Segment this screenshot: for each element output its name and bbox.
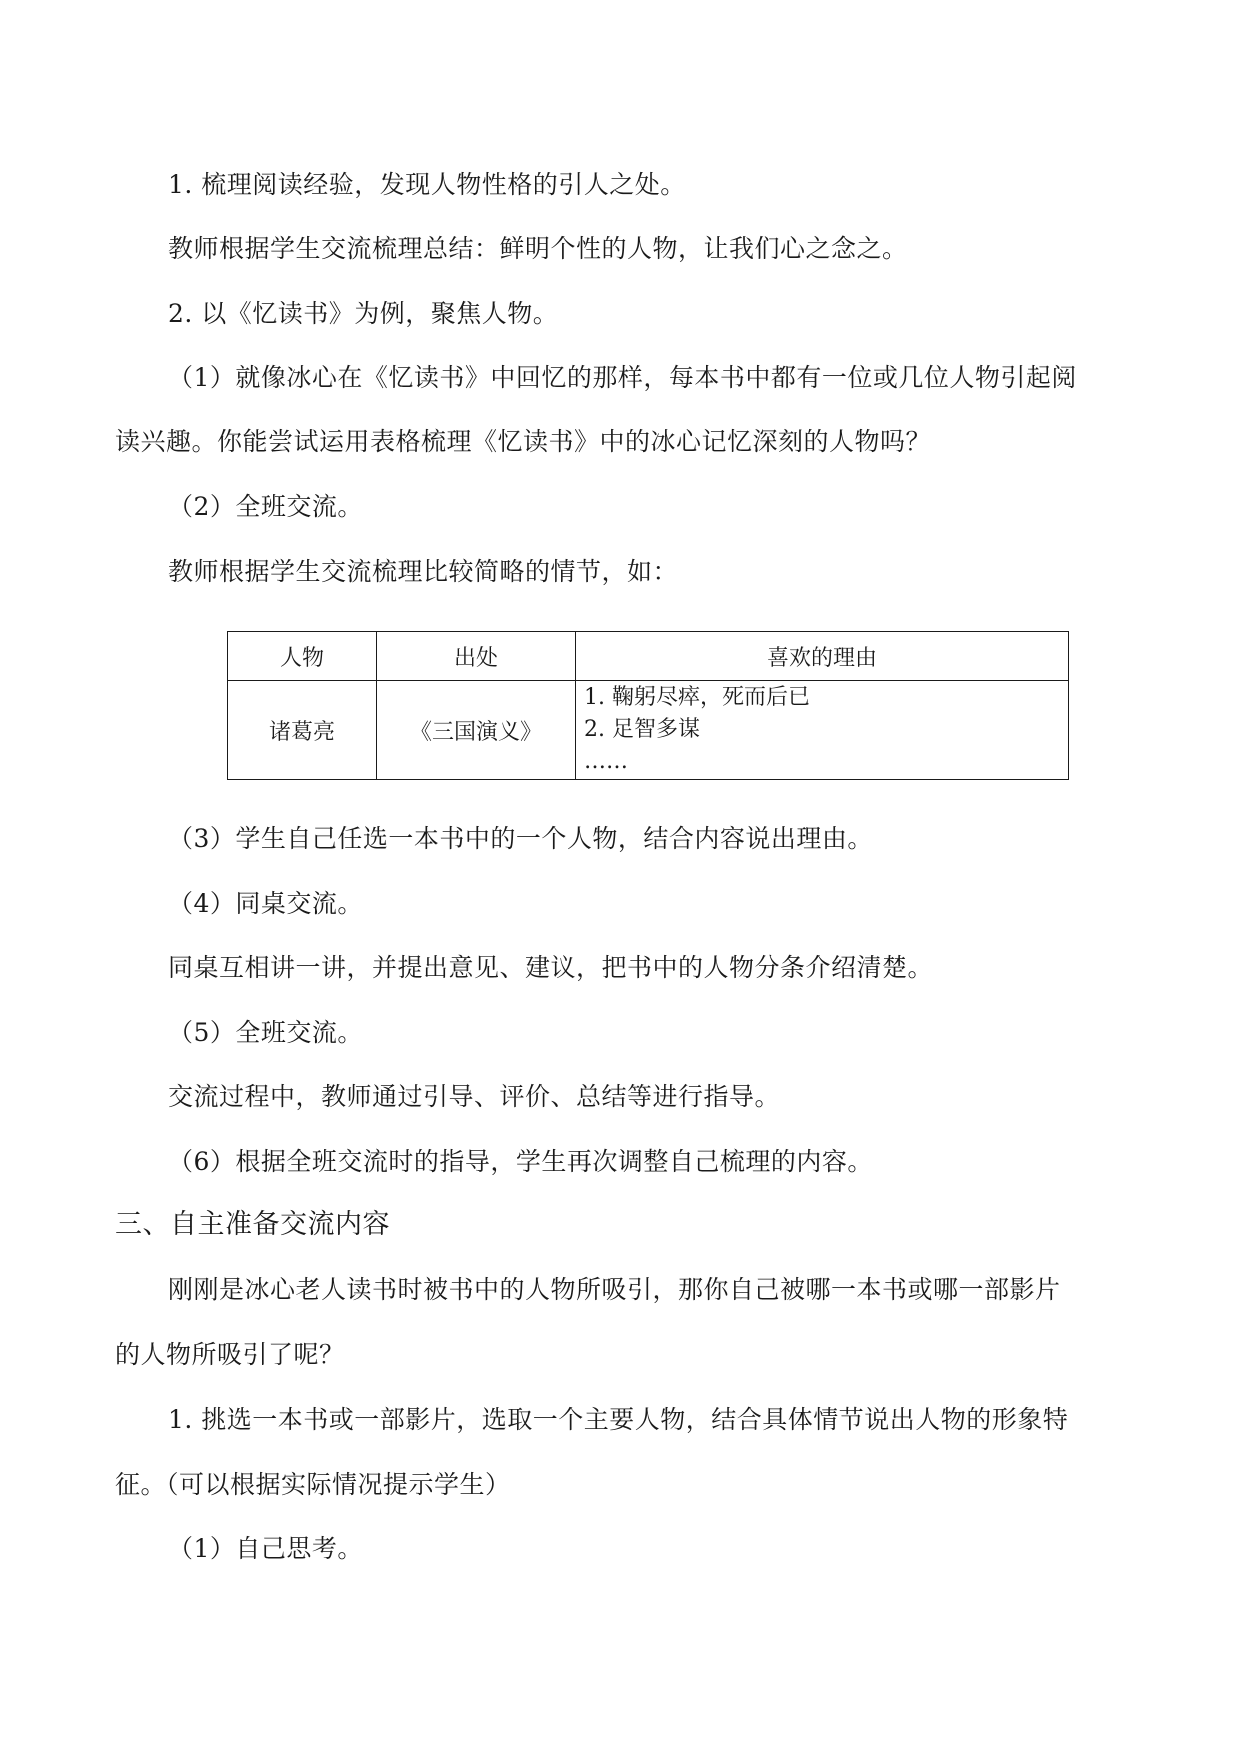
paragraph: （6）根据全班交流时的指导，学生再次调整自己梳理的内容。 [168, 1147, 873, 1176]
table-row [228, 681, 1069, 780]
paragraph: 的人物所吸引了呢？ [115, 1340, 345, 1369]
paragraph: （4）同桌交流。 [168, 889, 363, 918]
paragraph: （1）就像冰心在《忆读书》中回忆的那样，每本书中都有一位或几位人物引起阅 [168, 363, 1077, 392]
table-header-row [228, 632, 1069, 681]
paragraph: 1. 梳理阅读经验，发现人物性格的引人之处。 [168, 170, 686, 199]
paragraph: 1. 挑选一本书或一部影片，选取一个主要人物，结合具体情节说出人物的形象特 [168, 1405, 1069, 1434]
section-heading: 三、自主准备交流内容 [115, 1209, 390, 1240]
paragraph: 读兴趣。你能尝试运用表格梳理《忆读书》中的冰心记忆深刻的人物吗？ [115, 427, 932, 456]
paragraph: 2. 以《忆读书》为例，聚焦人物。 [168, 299, 559, 328]
table-cell-character: 诸葛亮 [228, 681, 377, 780]
paragraph: 同桌互相讲一讲，并提出意见、建议，把书中的人物分条介绍清楚。 [168, 953, 934, 982]
table-cell-reasons [576, 681, 1069, 780]
character-table [227, 631, 1069, 780]
paragraph: 教师根据学生交流梳理总结：鲜明个性的人物，让我们心之念之。 [168, 234, 908, 263]
paragraph: （2）全班交流。 [168, 492, 363, 521]
table-cell-source: 《三国演义》 [377, 681, 576, 780]
paragraph: （3）学生自己任选一本书中的一个人物，结合内容说出理由。 [168, 824, 873, 853]
paragraph: （1）自己思考。 [168, 1534, 363, 1563]
reason-item: 1. 鞠躬尽瘁，死而后已 [584, 685, 810, 710]
table-header-source: 出处 [377, 632, 576, 681]
table-header-character: 人物 [228, 632, 377, 681]
paragraph: 教师根据学生交流梳理比较简略的情节，如： [168, 557, 679, 586]
paragraph: 交流过程中，教师通过引导、评价、总结等进行指导。 [168, 1082, 781, 1111]
paragraph: （5）全班交流。 [168, 1018, 363, 1047]
reason-item: 2. 足智多谋 [584, 717, 700, 742]
reason-item: …… [584, 749, 628, 774]
paragraph: 征。（可以根据实际情况提示学生） [115, 1470, 511, 1499]
paragraph: 刚刚是冰心老人读书时被书中的人物所吸引，那你自己被哪一本书或哪一部影片 [168, 1275, 1061, 1304]
table-header-reasons: 喜欢的理由 [576, 632, 1069, 681]
